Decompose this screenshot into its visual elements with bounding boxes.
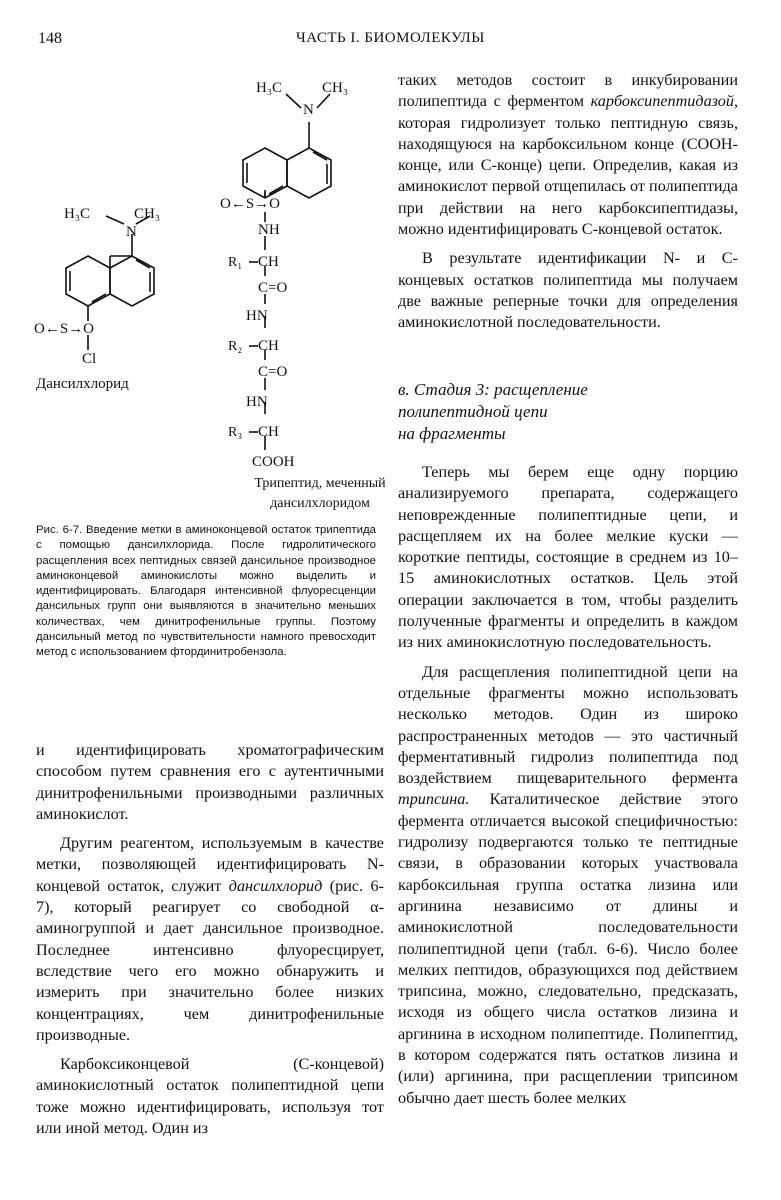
tripeptide-label	[240, 474, 400, 514]
figure-caption-number: Рис. 6-7.	[36, 524, 83, 536]
left-column-text	[36, 740, 384, 1147]
tripeptide-label-line2: дансилхлоридом	[270, 496, 370, 511]
right-paragraph-2: В результате идентификации N- и С-концевых остатков полипептида мы получаем две важные реперные точки для определения аминокислотной последовательности.	[398, 249, 738, 332]
dansyl-chloride-chlorine: Cl	[82, 351, 97, 367]
dansyl-chloride-label: Дансилхлорид	[36, 376, 129, 392]
tripeptide-ch-1: CH	[258, 254, 279, 270]
left-paragraph-1: и идентифицировать хроматографическим способом путем сравнения его с аутентичными динитрофенильными производными различных аминокислот.	[36, 741, 384, 823]
dansyl-chloride-nitrogen: N	[126, 224, 137, 240]
trypsin-term: трипсина.	[398, 790, 470, 809]
tripeptide-hn-3: HN	[246, 394, 268, 410]
right-column-text-bottom	[398, 462, 738, 1117]
tripeptide-sulfonyl: O←S→O	[220, 196, 281, 212]
tripeptide-methyl-right: CH₃	[322, 80, 349, 96]
right-paragraph-1: таких методов состоит в инкубировании полипептида с ферментом карбоксипептидазой, которая гидролизует только пептидную связь, находящуюся на карбоксильном конце (СООН-конце, или С-конце) цепи. Определив, какая из аминокислот первой отщепилась от полипептида при действии на него карбоксипептидазы, можно идентифицировать С-концевой остаток.	[398, 71, 738, 239]
left-paragraph-3: Карбоксиконцевой (С-концевой) аминокислотный остаток полипептидной цепи тоже можно идентифицировать, используя тот или иной метод. Один из	[36, 1055, 384, 1138]
tripeptide-nh-1: NH	[258, 222, 280, 238]
tripeptide-r3: R₃	[228, 425, 243, 440]
section-heading-stage-3	[398, 379, 738, 445]
tripeptide-cooh: COOH	[252, 454, 295, 470]
tripeptide-r2: R₂	[228, 339, 243, 354]
page-number: 148	[38, 30, 62, 47]
section-heading-line3: на фрагменты	[398, 424, 506, 443]
section-heading-line2: полипептидной цепи	[398, 402, 548, 421]
right-paragraph-4: Для расщепления полипептидной цепи на отдельные фрагменты можно использовать несколько методов. Один из широко распространенных методов — это частичный ферментативный гидролиз полипептида под воздействием пищеварительного фермента трипсина. Каталитическое действие этого фермента отличается высокой специфичностью: гидролизу подвергаются только те пептидные связи, в образовании которых участвовала карбоксильная группа остатка лизина или аргинина независимо от длины и аминокислотной последовательности полипептидной цепи (табл. 6-6). Число более мелких пептидов, образующихся под действием трипсина, можно, следовательно, предсказать, исходя из общего числа остатков лизина и аргинина в исходном полипептиде. Полипептид, в котором содержатся пять остатков лизина и (или) аргинина, при расщеплении трипсином обычно дает шесть более мелких	[398, 662, 738, 1107]
tripeptide-ch-2: CH	[258, 338, 279, 354]
tripeptide-r1: R₁	[228, 255, 243, 270]
figure-caption	[36, 523, 376, 661]
tripeptide-co-2: C=O	[258, 364, 288, 380]
dansyl-chloride-term: дансилхлорид	[228, 876, 323, 895]
right-paragraph-3: Теперь мы берем еще одну порцию анализируемого препарата, содержащего неповрежденные полипептидные цепи, и расщепляем их на более мелкие куски — короткие пептиды, состоящие в среднем из 10–15 аминокислотных остатков. Цель этой операции заключается в том, чтобы разделить полученные фрагменты и определить в каждом из них аминокислотную последовательность.	[398, 463, 738, 652]
tripeptide-hn-2: HN	[246, 308, 268, 324]
section-heading-line1: в. Стадия 3: расщепление	[398, 380, 588, 399]
dansyl-chloride-methyl-left: H₃C	[64, 206, 91, 222]
dansyl-chloride-methyl-right: CH₃	[134, 206, 161, 222]
running-title: ЧАСТЬ I. БИОМОЛЕКУЛЫ	[296, 30, 485, 46]
carboxypeptidase-term: карбоксипептидазой	[590, 92, 734, 111]
tripeptide-label-line1: Трипептид, меченный	[254, 476, 386, 491]
right-column-text-top	[398, 70, 738, 342]
tripeptide-ch-3: CH	[258, 424, 279, 440]
figure-6-7-structures	[22, 66, 402, 526]
tripeptide-co-1: C=O	[258, 280, 288, 296]
tripeptide-methyl-left: H₃C	[256, 80, 283, 96]
tripeptide-nitrogen: N	[303, 102, 314, 118]
left-paragraph-2: Другим реагентом, используемым в качестве метки, позволяющей идентифицировать N-концевой остаток, служит дансилхлорид (рис. 6-7), который реагирует со свободной α-аминогруппой и дает дансильное производное. Последнее интенсивно флуоресцирует, вследствие чего его можно обнаружить и измерить при значительно более низких концентрациях, чем динитрофенильные производные.	[36, 834, 384, 1044]
dansyl-chloride-sulfonyl: O←S→O	[34, 321, 95, 337]
figure-caption-text: Введение метки в аминоконцевой остаток трипептида с помощью дансилхлорида. После гидролитического расщепления всех пептидных связей дансильное производное аминоконцевой аминокислоты можно выделить и идентифицировать. Благодаря интенсивной флуоресценции дансильных групп они выявляются в значительно меньших количествах, чем динитрофенильные группы. Поэтому дансильный метод по чувствительности намного превосходит метод с использованием фтординитробензола.	[36, 524, 376, 659]
